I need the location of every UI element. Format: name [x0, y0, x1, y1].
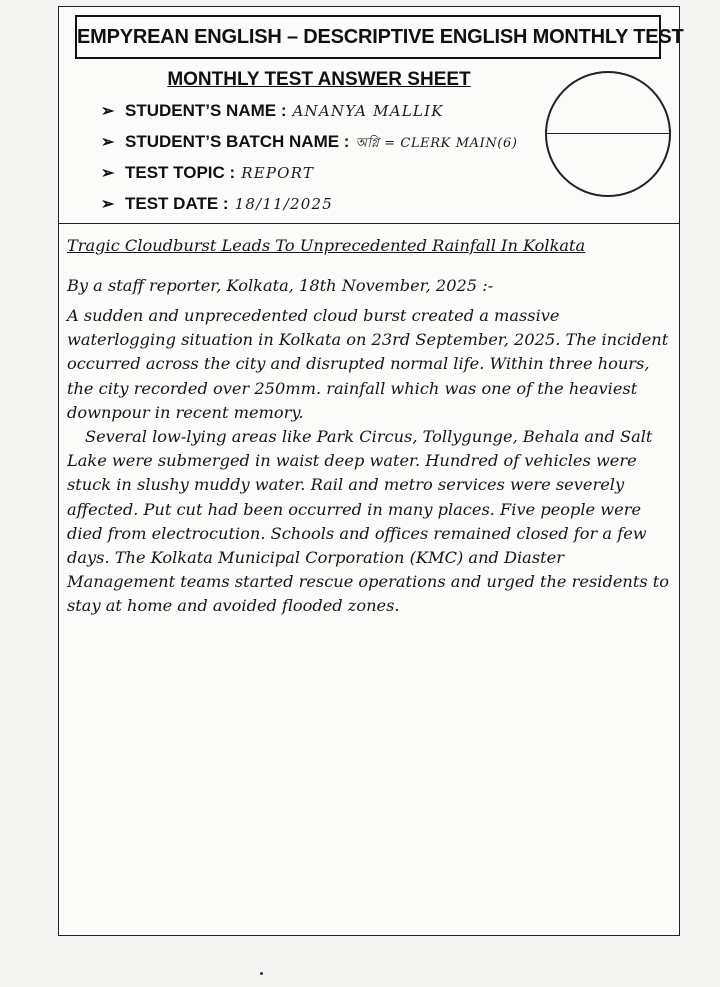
field-label: STUDENT’S BATCH NAME :	[125, 132, 350, 151]
student-info	[101, 101, 518, 225]
batch-name-value: অগ্নি = CLERK MAIN(6)	[355, 136, 518, 151]
marks-circle-divider	[547, 133, 669, 134]
batch-name-row	[101, 132, 518, 163]
test-topic-value: REPORT	[241, 164, 315, 182]
answer-body	[67, 233, 673, 619]
paper-speck	[260, 972, 263, 975]
report-headline: Tragic Cloudburst Leads To Unprecedented Rainfall In Kolkata	[67, 236, 586, 255]
arrow-bullet-icon: ➢	[101, 165, 115, 182]
answer-sheet	[58, 6, 684, 936]
test-date-row	[101, 194, 518, 225]
report-paragraph-2: Several low-lying areas like Park Circus, Tollygunge, Behala and Salt Lake were submerged in waist deep water. Hundred of vehicles were stuck in slushy muddy water. Rail and metro services were severely affected. Put cut had been occurred in many places. Five people were died from electrocution. Schools and offices remained closed for a few days. The Kolkata Municipal Corporation (KMC) and Diaster Management teams started rescue operations and urged the residents to stay at home and avoided flooded zones.	[67, 427, 670, 616]
test-title: EMPYREAN ENGLISH – DESCRIPTIVE ENGLISH MONTHLY TEST	[75, 15, 661, 59]
field-label: TEST DATE :	[125, 194, 229, 213]
field-label: TEST TOPIC :	[125, 163, 236, 182]
header-separator	[59, 223, 679, 224]
sheet-subtitle: MONTHLY TEST ANSWER SHEET	[167, 69, 471, 90]
field-label: STUDENT’S NAME :	[125, 101, 287, 120]
arrow-bullet-icon: ➢	[101, 134, 115, 151]
marks-circle	[545, 71, 671, 197]
report-byline: By a staff reporter, Kolkata, 18th November, 2025 :-	[67, 276, 494, 295]
report-paragraph-1: A sudden and unprecedented cloud burst created a massive waterlogging situation in Kolkata on 23rd September, 2025. The incident occurred across the city and disrupted normal life. Within three hours, the city recorded over 250mm. rainfall which was one of the heaviest downpour in recent memory.	[67, 306, 669, 422]
test-date-value: 18/11/2025	[234, 195, 334, 213]
student-name-row	[101, 101, 518, 132]
arrow-bullet-icon: ➢	[101, 196, 115, 213]
test-topic-row	[101, 163, 518, 194]
student-name-value: ANANYA MALLIK	[292, 102, 444, 120]
arrow-bullet-icon: ➢	[101, 103, 115, 120]
